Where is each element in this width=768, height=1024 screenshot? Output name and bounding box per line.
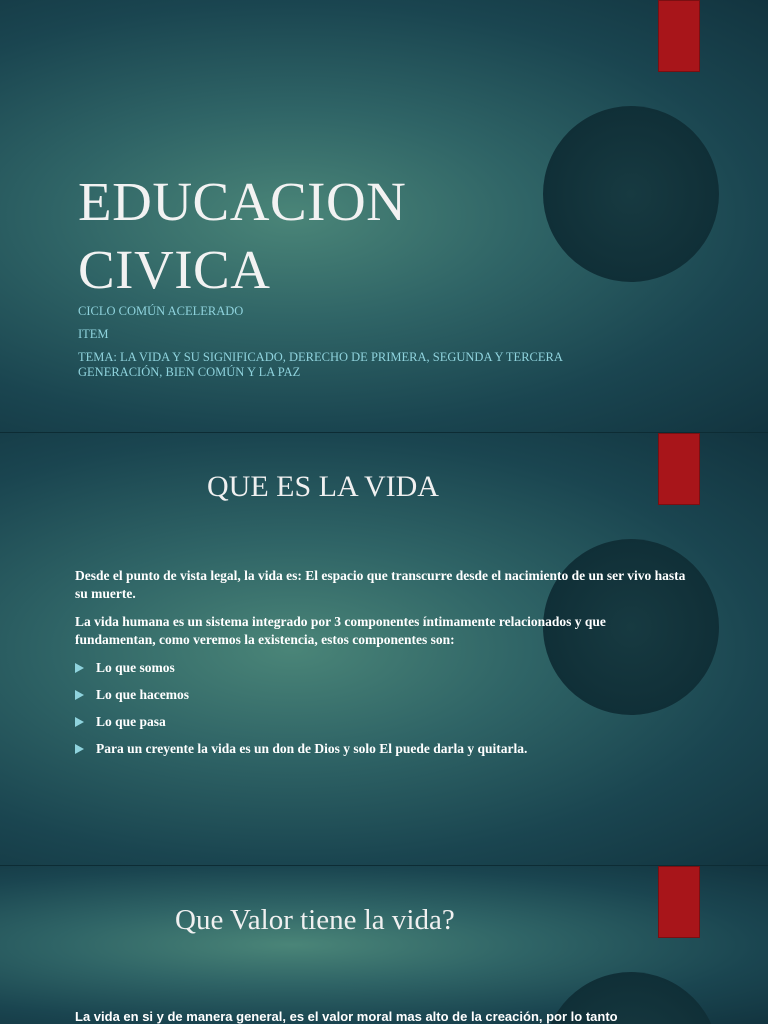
list-item (75, 713, 687, 731)
body-paragraph: La vida humana es un sistema integrado por 3 componentes íntimamente relacionados y que fundamentan, como veremos la existencia, estos componentes son: (75, 614, 606, 647)
list-item-text: Lo que hacemos (96, 687, 190, 702)
body-paragraph: La vida en si y de manera general, es el valor moral mas alto de la creación, por lo tanto (75, 1009, 618, 1024)
triangle-bullet-icon (75, 744, 84, 754)
title-line-1: EDUCACION (78, 171, 407, 232)
title-line-2: CIVICA (78, 239, 271, 300)
triangle-bullet-icon (75, 690, 84, 700)
list-item-text: Lo que somos (96, 660, 175, 675)
subtitle-line: ITEM (78, 327, 109, 341)
bullet-list (75, 659, 687, 758)
list-item-text: Para un creyente la vida es un don de Dios y solo El puede darla y quitarla. (96, 741, 528, 756)
slide-body (75, 567, 687, 767)
list-item (75, 740, 687, 758)
list-item (75, 659, 687, 677)
subtitle-line: TEMA: LA VIDA Y SU SIGNIFICADO, DERECHO DE PRIMERA, SEGUNDA Y TERCERA GENERACIÓN, BIEN COMÚN Y LA PAZ (78, 350, 563, 379)
triangle-bullet-icon (75, 663, 84, 673)
slide-title-heading (78, 168, 406, 304)
slide-heading: Que Valor tiene la vida? (175, 904, 455, 936)
subtitle-block (78, 304, 638, 388)
slide-que-es-la-vida (0, 433, 768, 865)
red-accent-bar (658, 433, 700, 505)
slide-title (0, 0, 768, 432)
body-paragraph: Desde el punto de vista legal, la vida es: El espacio que transcurre desde el nacimiento de un ser vivo hasta su muerte. (75, 568, 686, 601)
red-accent-bar (658, 0, 700, 72)
subtitle-line: CICLO COMÚN ACELERADO (78, 304, 244, 318)
slide-valor-de-la-vida (0, 866, 768, 1024)
slide-heading: QUE ES LA VIDA (207, 470, 439, 503)
dark-circle-decoration (543, 106, 719, 282)
list-item-text: Lo que pasa (96, 714, 166, 729)
red-accent-bar (658, 866, 700, 938)
list-item (75, 686, 687, 704)
triangle-bullet-icon (75, 717, 84, 727)
